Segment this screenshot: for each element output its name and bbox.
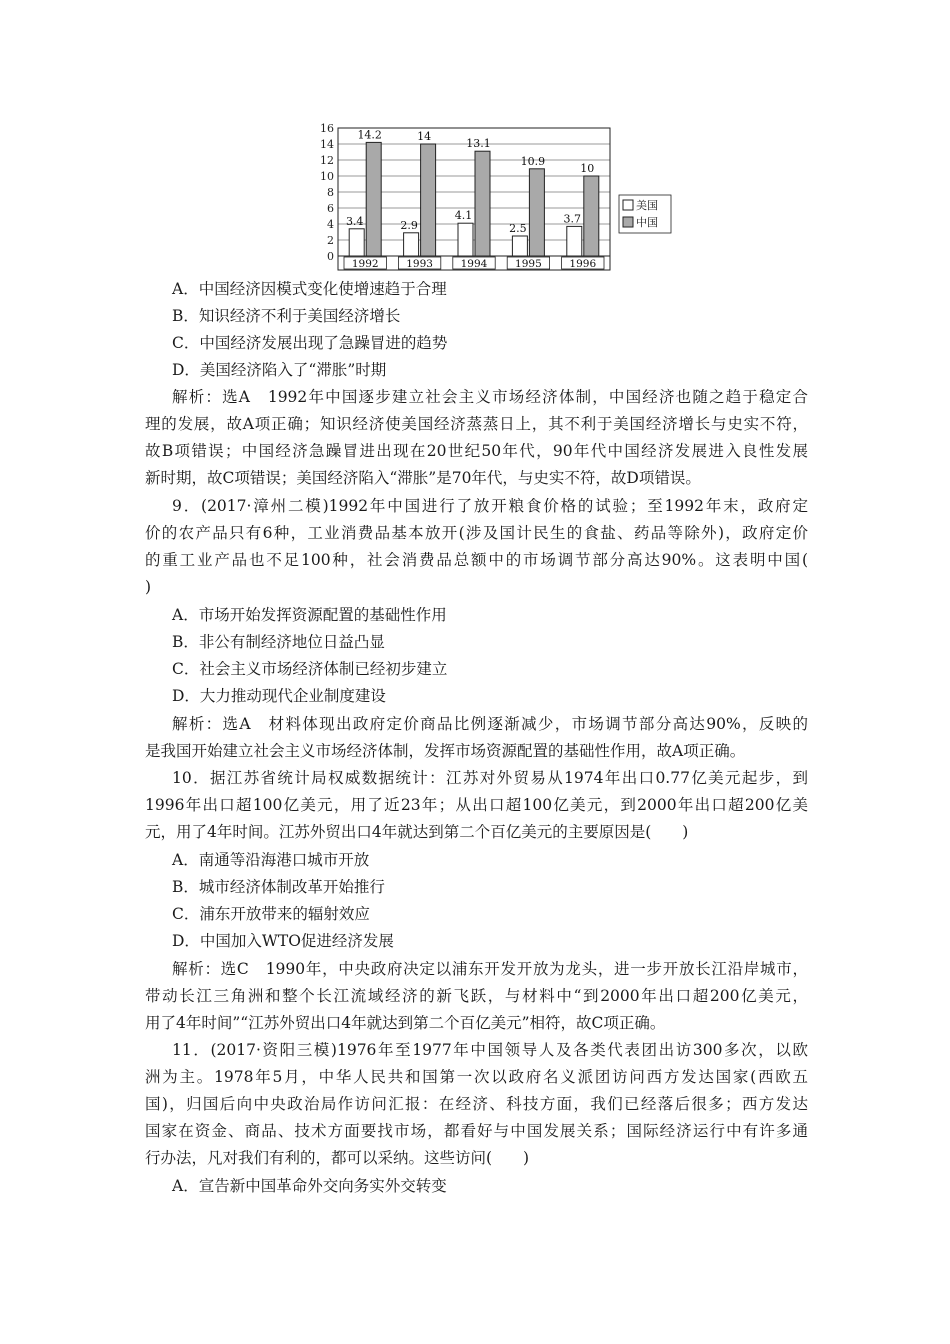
y-tick-label: 4 <box>327 218 334 231</box>
data-label-china: 14 <box>417 130 432 143</box>
text-line: 是我国开始建立社会主义市场经济体制，发挥市场资源配置的基础性作用，故A项正确。 <box>145 742 746 760</box>
x-tick-label: 1992 <box>351 258 379 270</box>
text-line: 带动长江三角洲和整个长江流域经济的新飞跃，与材料中“到2000年出口超200亿美元， <box>145 987 808 1005</box>
data-label-us: 3.4 <box>345 214 364 228</box>
x-tick-label: 1996 <box>569 258 597 270</box>
data-label-us: 4.1 <box>454 209 473 223</box>
x-tick-label: 1993 <box>406 258 433 270</box>
bar-us <box>404 233 419 256</box>
text-line: C．浦东开放带来的辐射效应 <box>172 905 370 923</box>
y-tick-label: 10 <box>320 170 334 183</box>
bar-us <box>349 229 364 256</box>
bar-china <box>529 169 544 256</box>
text-line: A．南通等沿海港口城市开放 <box>172 851 370 869</box>
y-tick-label: 6 <box>327 202 334 215</box>
data-label-china: 13.1 <box>466 137 491 151</box>
text-line: 的重工业产品也不足100种，社会消费品总额中的市场调节部分高达90%。这表明中国( <box>145 551 808 569</box>
text-line: 行办法，凡对我们有利的，都可以采纳。这些访问( ) <box>145 1149 530 1167</box>
legend-swatch-us <box>623 200 633 210</box>
data-label-us: 2.5 <box>509 222 527 235</box>
legend-label-us: 美国 <box>636 199 658 212</box>
text-line: 1996年出口超100亿美元，用了近23年；从出口超100亿美元，到2000年出口超200亿美 <box>145 796 808 814</box>
data-label-china: 14.2 <box>357 128 382 142</box>
x-tick-label: 1995 <box>515 258 542 270</box>
bar-china <box>475 151 490 256</box>
data-label-china: 10 <box>580 162 595 175</box>
text-line: 11．(2017·资阳三模)1976年至1977年中国领导人及各类代表团出访300多次，以欧 <box>172 1041 808 1059</box>
text-line: 价的农产品只有6种，工业消费品基本放开(涉及国计民生的食盐、药品等除外)，政府定价 <box>145 524 808 542</box>
text-line: B．非公有制经济地位日益凸显 <box>172 633 385 651</box>
text-line: 国家在资金、商品、技术方面要找市场，都看好与中国发展关系；国际经济运行中有许多通 <box>145 1122 808 1140</box>
text-line: 用了4年时间”“江苏外贸出口4年就达到第二个百亿美元”相符，故C项正确。 <box>145 1014 666 1032</box>
text-line: 故B项错误；中国经济急躁冒进出现在20世纪50年代，90年代中国经济发展进入良性发展 <box>145 442 808 460</box>
text-line: 10．据江苏省统计局权威数据统计：江苏对外贸易从1974年出口0.77亿美元起步，到 <box>172 769 808 787</box>
text-line: B．知识经济不利于美国经济增长 <box>172 307 401 325</box>
text-line: 理的发展，故A项正确；知识经济使美国经济蒸蒸日上，其不利于美国经济增长与史实不符， <box>145 415 808 433</box>
text-line: A．宣告新中国革命外交向务实外交转变 <box>172 1177 447 1195</box>
text-line: 解析：选A 1992年中国逐步建立社会主义市场经济体制，中国经济也随之趋于稳定合 <box>172 388 808 406</box>
text-line: D．美国经济陷入了“滞胀”时期 <box>172 361 387 379</box>
y-tick-label: 16 <box>320 122 334 135</box>
y-tick-label: 12 <box>320 154 334 167</box>
bar-us <box>567 226 582 256</box>
text-line: C．社会主义市场经济体制已经初步建立 <box>172 660 448 678</box>
y-tick-label: 14 <box>320 138 334 151</box>
text-line: D．大力推动现代企业制度建设 <box>172 687 386 705</box>
data-label-china: 10.9 <box>520 154 546 168</box>
bar-chart <box>310 118 680 278</box>
data-label-us: 3.7 <box>563 212 582 226</box>
bar-china <box>366 142 381 256</box>
text-line: 新时期，故C项错误；美国经济陷入“滞胀”是70年代，与史实不符，故D项错误。 <box>145 469 701 487</box>
text-line: A．中国经济因模式变化使增速趋于合理 <box>172 280 447 298</box>
text-line: 洲为主。1978年5月，中华人民共和国第一次以政府名义派团访问西方发达国家(西欧五 <box>145 1068 808 1086</box>
text-line: B．城市经济体制改革开始推行 <box>172 878 385 896</box>
text-line: 9．(2017·漳州二模)1992年中国进行了放开粮食价格的试验；至1992年末，政府定 <box>172 497 808 515</box>
y-tick-label: 2 <box>327 234 334 247</box>
text-line: ) <box>145 578 152 596</box>
data-label-us: 2.9 <box>400 218 418 232</box>
text-line: 国)，归国后向中央政治局作访问汇报：在经济、科技方面，我们已经落后很多；西方发达 <box>145 1095 808 1113</box>
bar-us <box>512 236 527 256</box>
text-line: 元，用了4年时间。江苏外贸出口4年就达到第二个百亿美元的主要原因是( ) <box>145 823 689 841</box>
x-tick-label: 1994 <box>460 258 488 270</box>
y-tick-label: 8 <box>327 186 334 199</box>
legend-swatch-china <box>623 217 633 227</box>
text-line: C．中国经济发展出现了急躁冒进的趋势 <box>172 334 448 352</box>
text-line: 解析：选A 材料体现出政府定价商品比例逐渐减少，市场调节部分高达90%，反映的 <box>172 715 808 733</box>
text-line: A．市场开始发挥资源配置的基础性作用 <box>172 606 447 624</box>
legend-label-china: 中国 <box>636 216 658 229</box>
text-line: D．中国加入WTO促进经济发展 <box>172 932 394 950</box>
bar-china <box>421 144 436 256</box>
text-line: 解析：选C 1990年，中央政府决定以浦东开发开放为龙头，进一步开放长江沿岸城市， <box>172 960 808 978</box>
y-tick-label: 0 <box>327 250 334 263</box>
bar-us <box>458 223 473 256</box>
bar-china <box>584 176 599 256</box>
